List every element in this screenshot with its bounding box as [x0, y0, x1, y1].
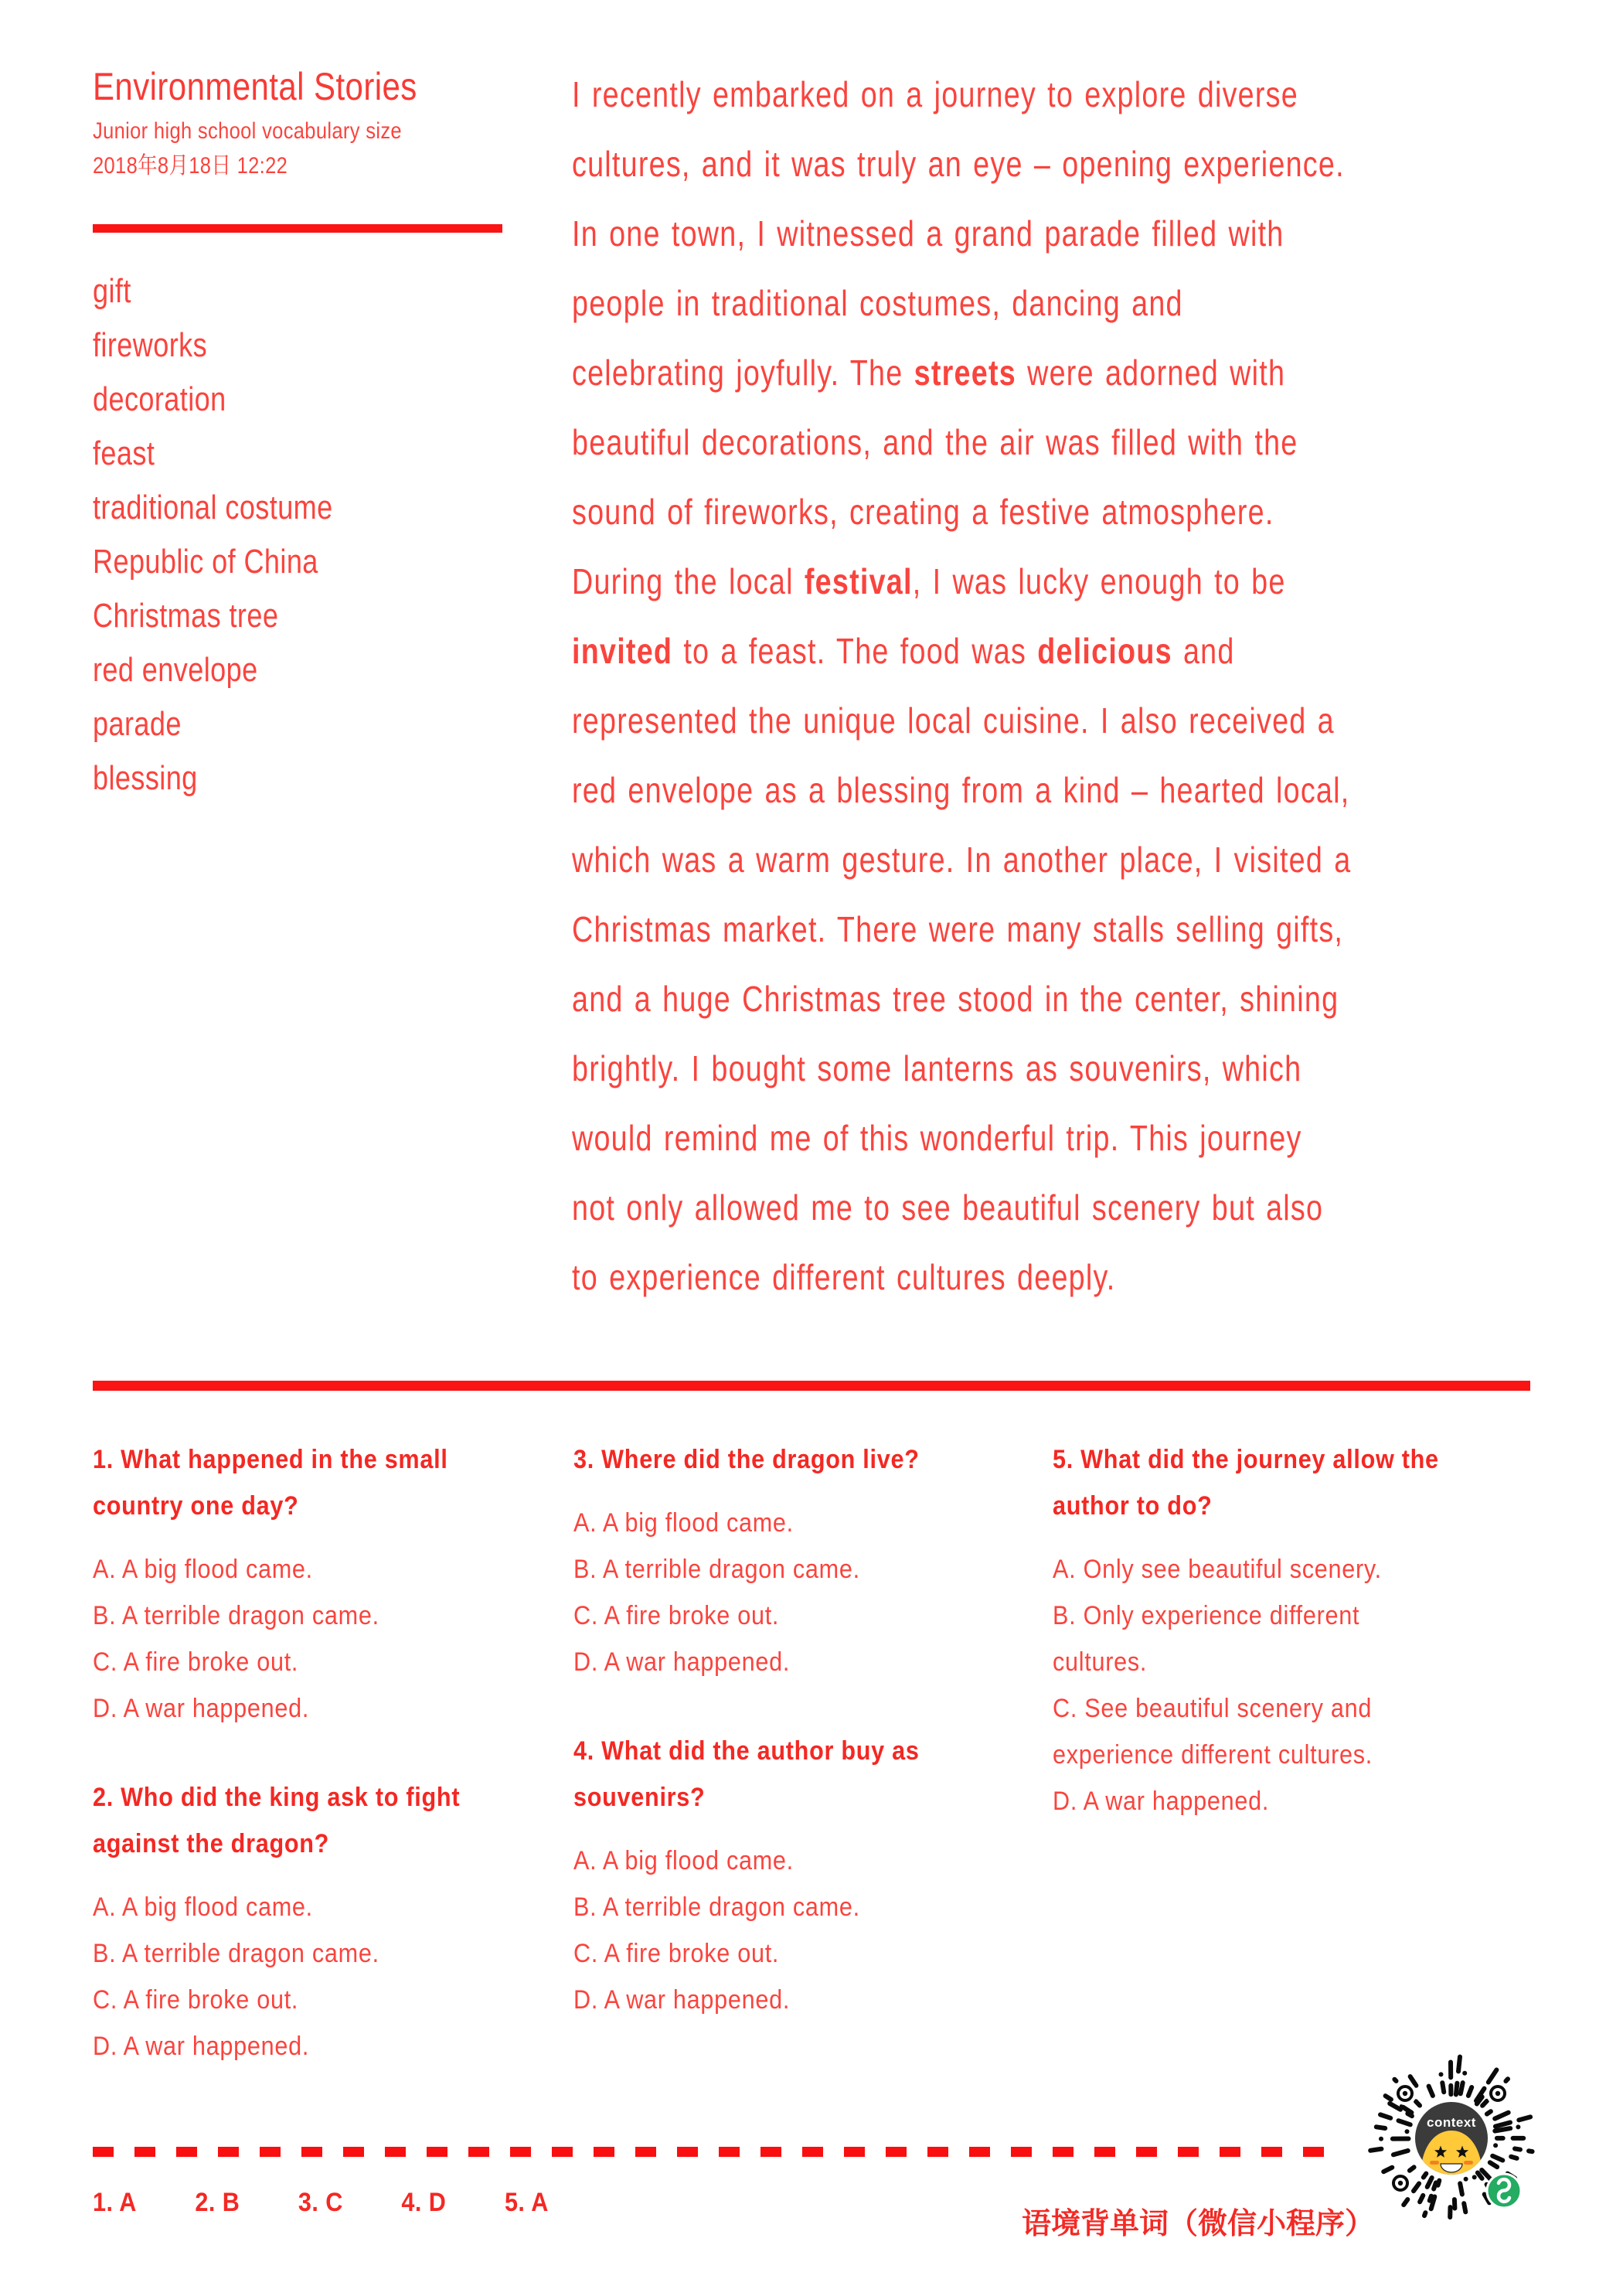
word-item: decoration — [93, 380, 226, 418]
reading-passage — [572, 60, 1560, 1312]
passage-line: to experience different cultures deeply. — [572, 1257, 1116, 1297]
page-subtitle: Junior high school vocabulary size — [93, 118, 402, 144]
word-list — [93, 264, 386, 806]
option: C. A fire broke out. — [93, 1647, 299, 1677]
option: D. A war happened. — [573, 1647, 791, 1677]
passage-line: would remind me of this wonderful trip. This journey — [572, 1118, 1302, 1158]
option: D. A war happened. — [1053, 1787, 1270, 1816]
answer-item: 4. D — [401, 2188, 447, 2217]
word-item: traditional costume — [93, 489, 333, 526]
header-divider — [93, 224, 502, 233]
word-item: feast — [93, 434, 155, 472]
option: B. A terrible dragon came. — [573, 1555, 860, 1584]
passage-line: people in traditional costumes, dancing and — [572, 283, 1183, 323]
passage-line: Christmas market. There were many stalls selling gifts, — [572, 909, 1344, 949]
passage-line: beautiful decorations, and the air was filled with the — [572, 422, 1298, 462]
question-heading: 4. What did the author buy as souvenirs? — [573, 1736, 920, 1812]
question-block — [573, 1728, 963, 2023]
option: B. Only experience different cultures. — [1053, 1601, 1360, 1677]
option: B. A terrible dragon came. — [93, 1939, 379, 1968]
word-item: fireworks — [93, 326, 208, 364]
option: B. A terrible dragon came. — [573, 1892, 860, 1922]
word-item: Christmas tree — [93, 597, 279, 635]
answer-item: 2. B — [195, 2188, 240, 2217]
question-block — [1053, 1436, 1442, 1824]
option: C. A fire broke out. — [93, 1985, 299, 2015]
question-options — [93, 1546, 482, 1732]
answer-key — [93, 2188, 549, 2218]
section-divider — [93, 1381, 1530, 1391]
passage-line: In one town, I witnessed a grand parade filled with — [572, 213, 1284, 254]
question-block — [573, 1436, 963, 1685]
passage-line: cultures, and it was truly an eye – opening experience. — [572, 144, 1345, 184]
word-item: Republic of China — [93, 543, 318, 581]
question-block — [93, 1774, 482, 2069]
question-block — [93, 1436, 482, 1732]
question-heading: 5. What did the journey allow the author to do? — [1053, 1445, 1439, 1521]
page-title: Environmental Stories — [93, 65, 417, 108]
passage-line: red envelope as a blessing from a kind – hearted local, — [572, 770, 1350, 810]
questions-column-2 — [573, 1436, 963, 2023]
dashed-divider — [93, 2147, 1342, 2157]
option: A. Only see beautiful scenery. — [1053, 1555, 1382, 1584]
option: A. A big flood came. — [93, 1892, 313, 1922]
word-item: blessing — [93, 759, 198, 797]
answer-item: 5. A — [504, 2188, 549, 2217]
question-heading: 1. What happened in the small country one day? — [93, 1445, 448, 1521]
passage-line: brightly. I bought some lanterns as souvenirs, which — [572, 1048, 1302, 1088]
date-stamp: 2018年8月18日 12:22 — [93, 153, 288, 179]
option: D. A war happened. — [573, 1985, 791, 2015]
question-options — [1053, 1546, 1442, 1824]
passage-line: I recently embarked on a journey to explore diverse — [572, 74, 1298, 114]
qr-code-graphic — [1365, 2053, 1538, 2226]
passage-line: invited to a feast. The food was delicious and — [572, 631, 1235, 671]
option: A. A big flood came. — [93, 1555, 313, 1584]
passage-line: celebrating joyfully. The streets were adorned with — [572, 353, 1286, 393]
option: C. A fire broke out. — [573, 1601, 780, 1630]
passage-line: which was a warm gesture. In another place, I visited a — [572, 840, 1352, 880]
word-item: red envelope — [93, 651, 258, 689]
option: A. A big flood came. — [573, 1508, 794, 1538]
option: B. A terrible dragon came. — [93, 1601, 379, 1630]
passage-line: not only allowed me to see beautiful scenery but also — [572, 1187, 1324, 1228]
question-options — [93, 1884, 482, 2069]
option: D. A war happened. — [93, 2032, 310, 2061]
option: A. A big flood came. — [573, 1846, 794, 1875]
qr-code — [1365, 2053, 1538, 2226]
passage-line: sound of fireworks, creating a festive atmosphere. — [572, 492, 1274, 532]
qr-center-label: context — [1427, 2115, 1476, 2130]
word-item: parade — [93, 705, 182, 743]
qr-center-art — [1413, 2100, 1490, 2177]
word-item: gift — [93, 272, 131, 310]
answer-item: 1. A — [93, 2188, 137, 2217]
passage-line: represented the unique local cuisine. I also received a — [572, 700, 1335, 741]
header — [93, 66, 479, 182]
question-options — [573, 1838, 963, 2023]
wechat-miniprogram-icon — [1487, 2174, 1521, 2208]
miniprogram-label: 语境背单词（微信小程序） — [1021, 2208, 1374, 2240]
option: C. See beautiful scenery and experience different cultures. — [1053, 1694, 1373, 1770]
questions-column-3 — [1053, 1436, 1442, 1824]
passage-line: During the local festival, I was lucky enough to be — [572, 561, 1286, 601]
questions-column-1 — [93, 1436, 482, 2069]
question-heading: 3. Where did the dragon live? — [573, 1445, 920, 1474]
passage-line: and a huge Christmas tree stood in the center, shining — [572, 979, 1339, 1019]
question-heading: 2. Who did the king ask to fight against the dragon? — [93, 1783, 461, 1858]
option: C. A fire broke out. — [573, 1939, 780, 1968]
option: D. A war happened. — [93, 1694, 310, 1723]
question-options — [573, 1500, 963, 1685]
answer-item: 3. C — [298, 2188, 343, 2217]
